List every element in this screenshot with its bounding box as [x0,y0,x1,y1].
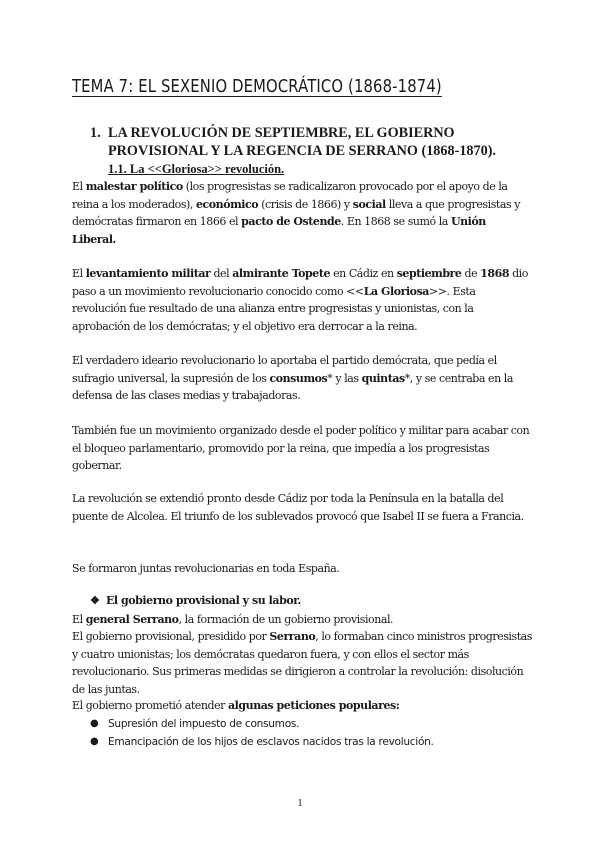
paragraph-petitions: El gobierno prometió atender algunas peticiones populares: [72,699,400,712]
diamond-bullet-icon: ❖ [90,594,100,607]
paragraph-spread: La revolución se extendió pronto desde Cádiz por toda la Península en la batalla del puente de Alcolea. El triunfo de los sublevados provocó que Isabel II se fuera a Francia. [72,492,524,523]
section-number: 1. [90,125,101,141]
page-title: TEMA 7: EL SEXENIO DEMOCRÁTICO (1868-1874) [72,76,442,97]
paragraph-juntas: Se formaron juntas revolucionarias en toda España. [72,562,340,575]
list-item: ● Supresión del impuesto de consumos. [90,715,510,733]
paragraph-causes: El malestar político (los progresistas se radicalizaron provocado por el apoyo de la reina a los moderados), económico (crisis de 1866) y social lleva a que progresistas y demócratas firmaron en 1866 el pacto de Ostende. En 1868 se sumó la Unión Liberal. [72,180,520,246]
section-heading-text: LA REVOLUCIÓN DE SEPTIEMBRE, EL GOBIERNO PROVISIONAL Y LA REGENCIA DE SERRANO (1868-1870). [108,125,496,159]
section-heading [90,124,530,160]
paragraph-uprising: El levantamiento militar del almirante Topete en Cádiz en septiembre de 1868 dio paso a un movimiento revolucionario conocido como <<La Gloriosa>>. Esta revolución fue resultado de una alianza entre progresistas y unionistas, con la aprobación de los demócratas; y el objetivo era derrocar a la reina. [72,267,528,333]
paragraph-serrano: El general Serrano, la formación de un gobierno provisional. [72,613,394,626]
sub-heading: 1.1. La <<Gloriosa>> revolución. [108,162,285,176]
page-number: 1 [297,797,303,809]
bullet-icon: ● [90,736,99,747]
paragraph-ideology: El verdadero ideario revolucionario lo aportaba el partido demócrata, que pedía el sufragio universal, la supresión de los consumos* y las quintas*, y se centraba en la defensa de las clases medias y trabajadoras. [72,354,513,402]
subsection-heading [90,594,301,607]
subsection-heading-text: El gobierno provisional y su labor. [106,594,301,607]
list-item: ● Emancipación de los hijos de esclavos nacidos tras la revolución. [90,733,510,751]
bullet-icon: ● [90,718,99,729]
paragraph-movement: También fue un movimiento organizado desde el poder político y militar para acabar con el bloqueo parlamentario, promovido por la reina, que impedía a los progresistas gobernar. [72,424,530,472]
paragraph-government: El gobierno provisional, presidido por Serrano, lo formaban cinco ministros progresistas y cuatro unionistas; los demócratas quedaron fuera, y con ellos el sector más revolucionario. Sus primeras medidas se dirigieron a controlar la revolución: disolución de las juntas. [72,630,532,696]
petitions-list [90,715,510,751]
